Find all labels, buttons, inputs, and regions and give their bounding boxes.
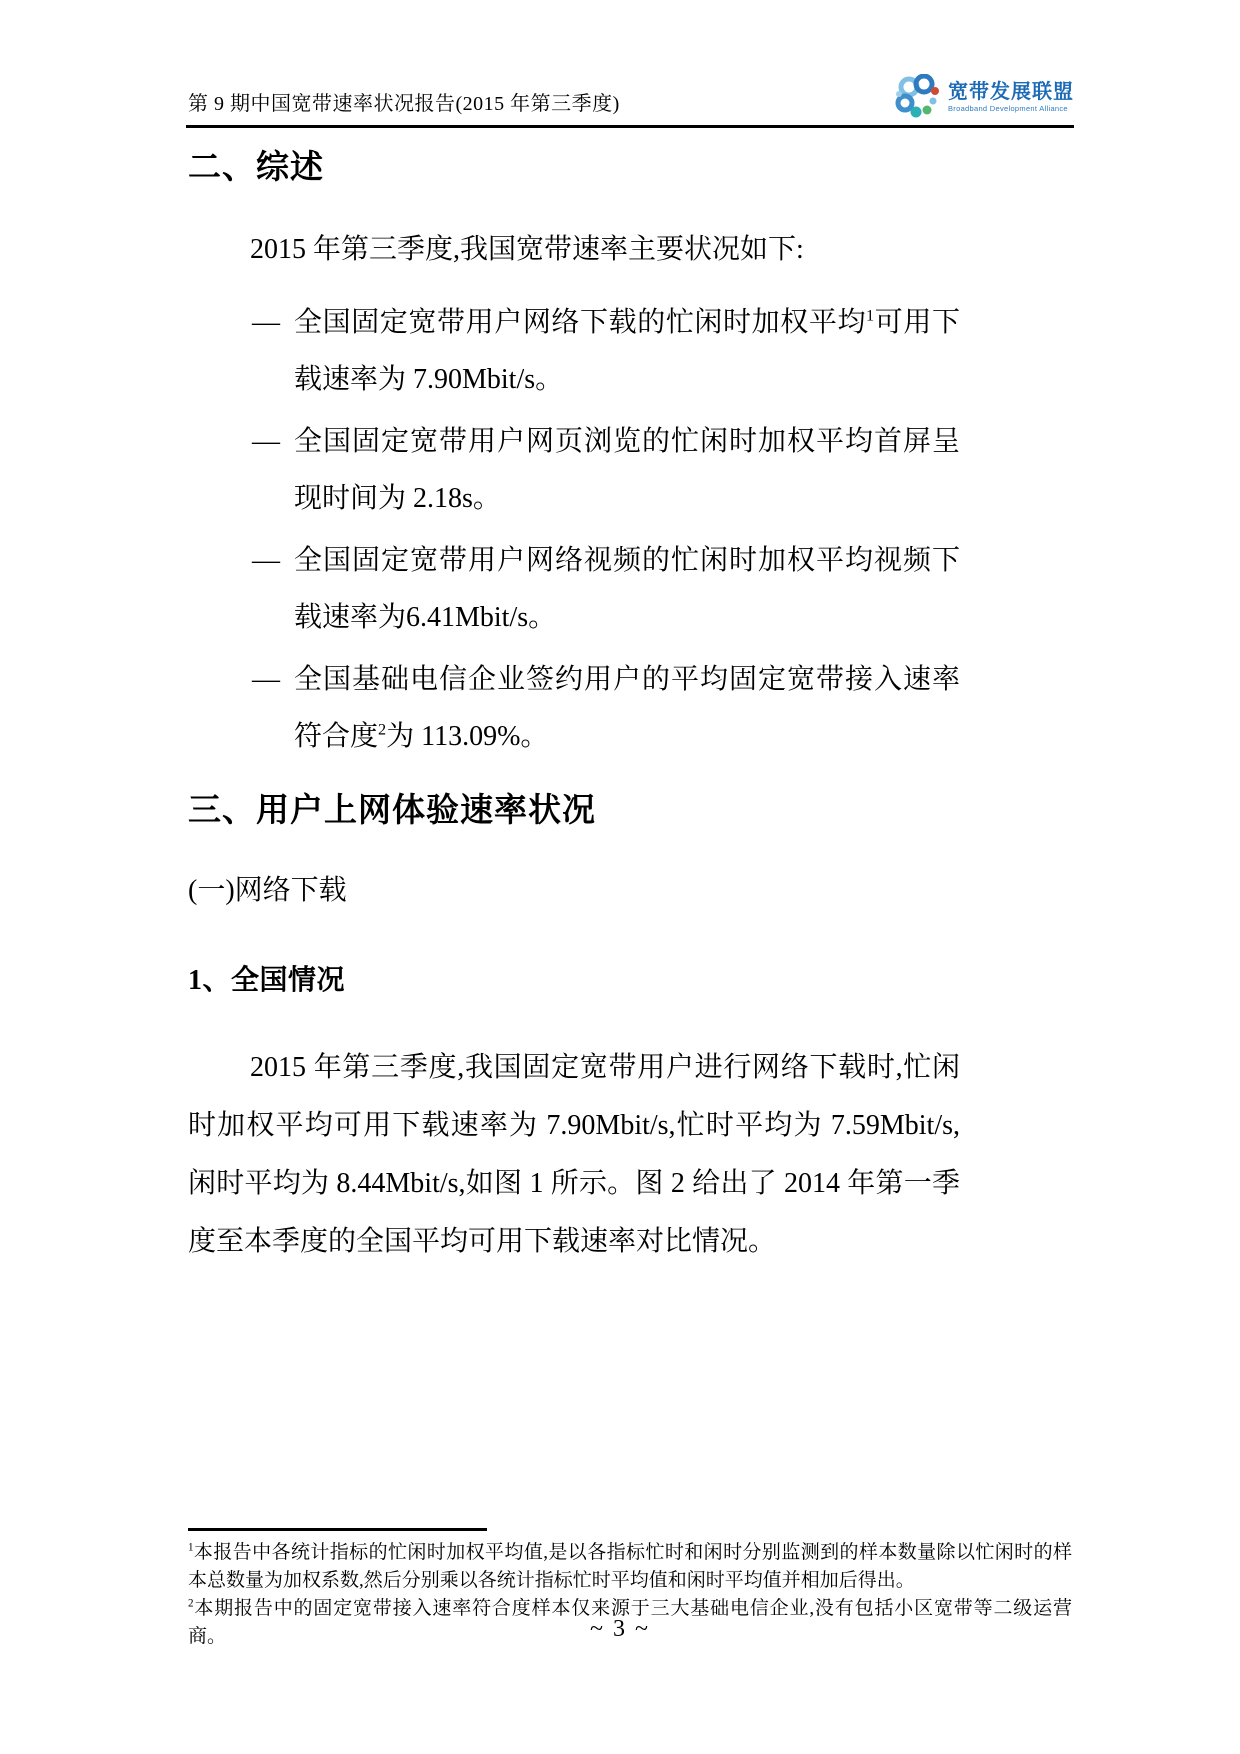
bullet-text (294, 294, 960, 408)
bullet-video-speed (252, 532, 960, 646)
subsection-network-download-heading: (一)网络下载 (188, 875, 347, 906)
logo-english-name: Broadband Development Alliance (948, 103, 1068, 113)
logo-text-block (948, 82, 1074, 113)
header-title: 第 9 期中国宽带速率状况报告(2015 年第三季度) (188, 93, 620, 115)
document-body (188, 146, 960, 1271)
alliance-logo-icon (895, 74, 943, 120)
footnote-2-text: 本期报告中的固定宽带接入速率符合度样本仅来源于三大基础电信企业,没有包括小区宽带等二级运营商。 (188, 1598, 1072, 1647)
subsection-national-situation-heading: 1、全国情况 (188, 965, 346, 996)
section-3-heading: 三、用户上网体验速率状况 (188, 791, 596, 828)
summary-bullet-list (188, 294, 960, 765)
bullet-dash: — (252, 307, 280, 338)
national-situation-paragraph: 2015 年第三季度,我国固定宽带用户进行网络下载时,忙闲时加权平均可用下载速率为 7.90Mbit/s,忙时平均为 7.59Mbit/s,闲时平均为 8.44Mbit/s,如图 1 所示。图 2 给出了 2014 年第一季度至本季度的全国平均可用下载速率对比情况。 (188, 1052, 960, 1257)
footnote-1 (188, 1539, 1072, 1595)
footnote-2-marker: 2 (188, 1597, 194, 1610)
bullet-first-screen-time (252, 413, 960, 527)
page-header (186, 76, 1074, 128)
bullet-text (294, 413, 960, 527)
bullet-download-speed (252, 294, 960, 408)
bullet-dash: — (252, 426, 280, 457)
bullet-text (294, 651, 960, 765)
bullet-text-pre: 全国固定宽带用户网络下载的忙闲时加权平均 (294, 307, 867, 338)
footnote-separator-rule (188, 1528, 487, 1531)
broadband-alliance-logo (895, 74, 1074, 120)
bullet-text-pre: 全国固定宽带用户网络视频的忙闲时加权平均视频下载速率为6.41Mbit/s。 (294, 545, 960, 633)
section-2-intro-paragraph: 2015 年第三季度,我国宽带速率主要状况如下: (250, 234, 804, 265)
bullet-text-pre: 全国基础电信企业签约用户的平均固定宽带接入速率符合度 (294, 664, 960, 752)
footnote-ref-2: 2 (378, 720, 387, 739)
bullet-dash: — (252, 545, 280, 576)
bullet-text-post: 为 113.09%。 (386, 721, 549, 752)
footnote-ref-1: 1 (866, 306, 875, 325)
bullet-dash: — (252, 664, 280, 695)
bullet-access-rate-compliance (252, 651, 960, 765)
footnote-1-marker: 1 (188, 1541, 194, 1554)
bullet-text (294, 532, 960, 646)
section-2-heading: 二、综述 (188, 148, 324, 185)
footnote-1-text: 本报告中各统计指标的忙闲时加权平均值,是以各指标忙时和闲时分别监测到的样本数量除以忙闲时的样本总数量为加权系数,然后分别乘以各统计指标忙时平均值和闲时平均值并相加后得出。 (188, 1542, 1072, 1591)
logo-chinese-name: 宽带发展联盟 (948, 80, 1074, 103)
page-number: ~ 3 ~ (590, 1616, 650, 1642)
bullet-text-post: 可用下载速率为 7.90Mbit/s。 (294, 307, 960, 395)
bullet-text-pre: 全国固定宽带用户网页浏览的忙闲时加权平均首屏呈现时间为 2.18s。 (294, 426, 960, 514)
